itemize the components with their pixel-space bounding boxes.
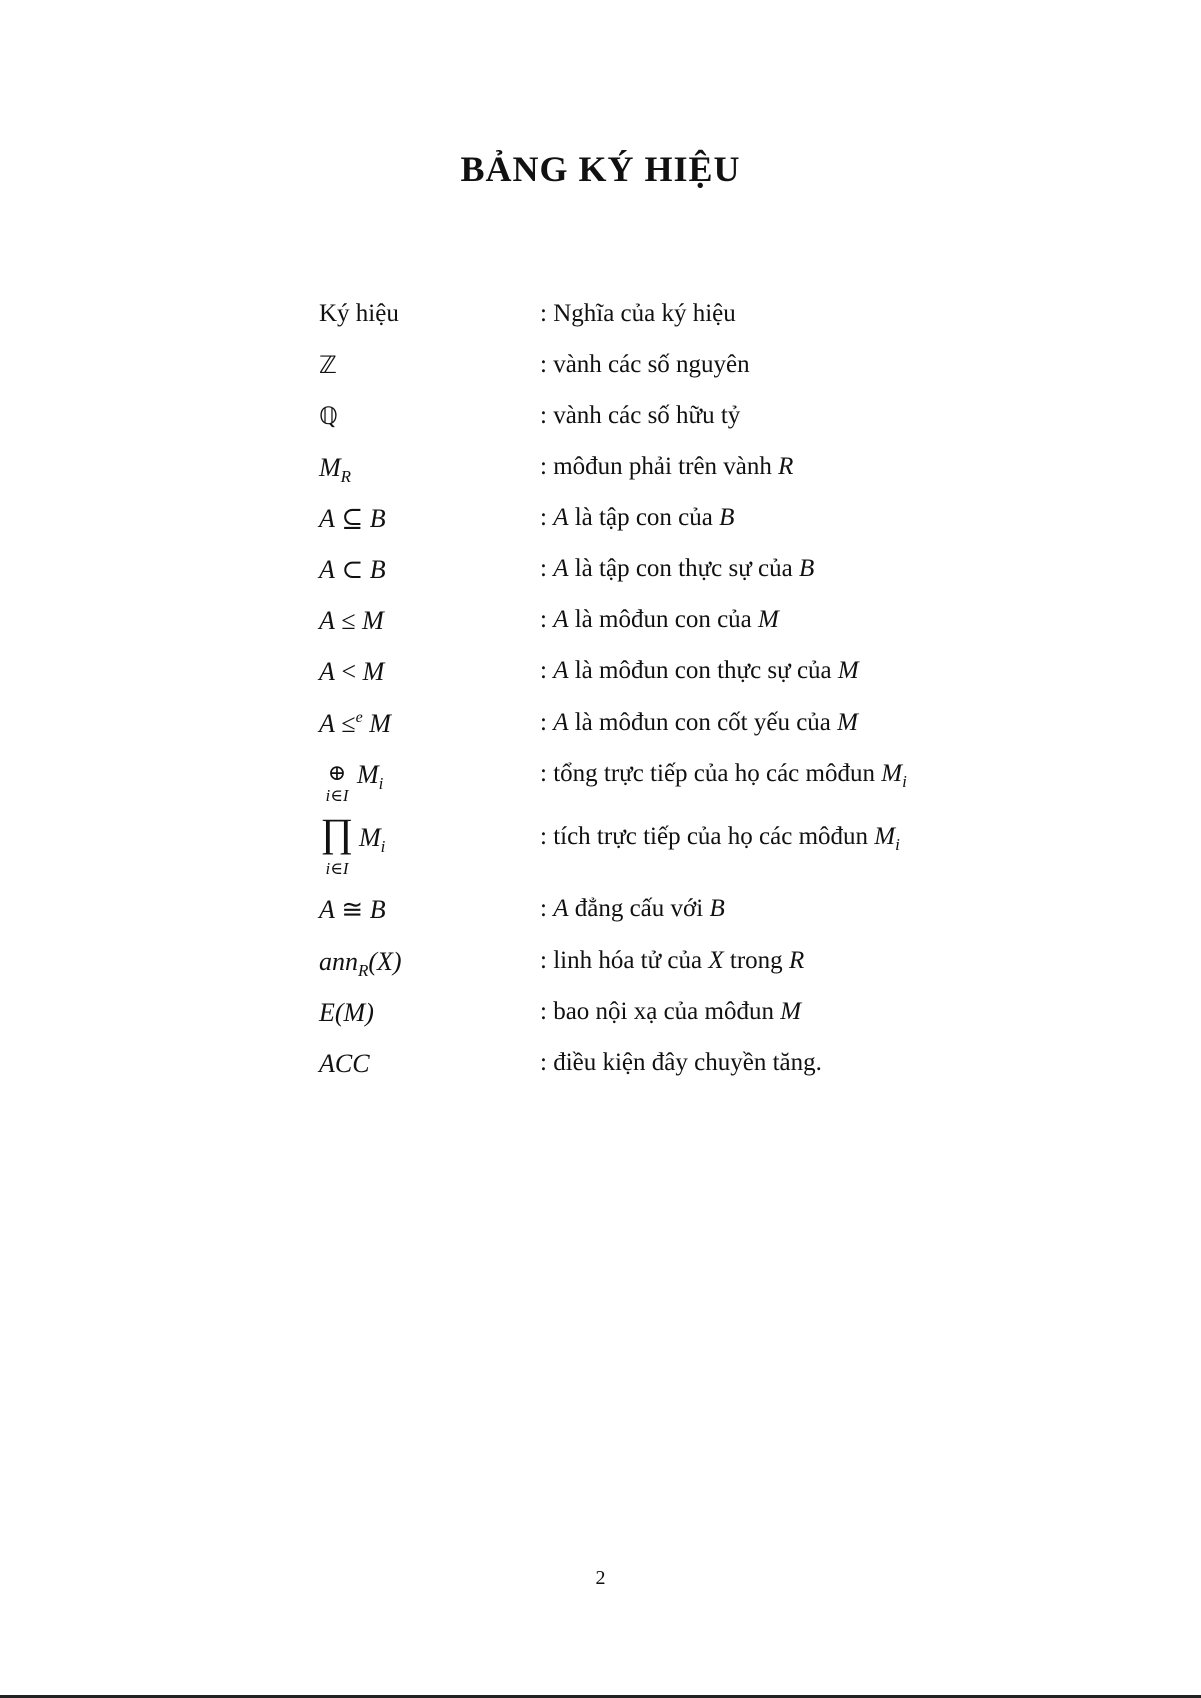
table-header-row (0, 300, 1201, 340)
meaning-variable: B (719, 504, 735, 531)
meaning-text (540, 555, 814, 583)
operator-index: i∈I (325, 859, 349, 878)
meaning-part: là tập con thực sự của (568, 555, 799, 582)
symbol-operator: ≤ (341, 606, 356, 635)
symbol-subscript: R (340, 467, 352, 486)
table-row (0, 555, 1201, 595)
symbol-right-module (319, 453, 352, 486)
symbol-var-b: M (362, 657, 385, 686)
meaning-variable: A (553, 895, 569, 922)
symbol-operator: ≤ (341, 709, 356, 738)
meaning-variable: A (553, 709, 569, 736)
symbol-main: M (357, 760, 379, 789)
symbol-var-b: B (369, 895, 386, 924)
symbol-main: M (359, 823, 381, 852)
table-row (0, 895, 1201, 935)
table-row (0, 351, 1201, 391)
table-row (0, 947, 1201, 987)
meaning-part: : bao nội xạ của môđun (540, 998, 781, 1025)
symbol-var-a: A (319, 504, 335, 533)
table-row (0, 453, 1201, 493)
meaning-part: : (540, 709, 554, 736)
symbol-var-b: B (369, 504, 386, 533)
meaning-text (540, 453, 793, 481)
table-row (0, 1049, 1201, 1089)
meaning-variable: R (788, 947, 805, 974)
meaning-text: : vành các số hữu tỷ (540, 402, 741, 429)
table-row (0, 504, 1201, 544)
symbol-isomorphic (319, 895, 386, 925)
symbol-var-a: A (319, 555, 335, 584)
meaning-text (540, 947, 804, 975)
symbol-var-a: A (319, 606, 335, 635)
meaning-variable: A (553, 606, 569, 633)
meaning-text (540, 504, 734, 532)
meaning-column-header: : Nghĩa của ký hiệu (540, 300, 736, 327)
table-row (0, 998, 1201, 1038)
meaning-text (540, 657, 859, 685)
symbol-var-b: M (369, 709, 391, 738)
meaning-variable: M (837, 709, 858, 736)
table-row (0, 657, 1201, 697)
meaning-part: : (540, 504, 554, 531)
symbol-operator: ⊂ (341, 555, 364, 584)
meaning-variable: M (874, 823, 896, 850)
symbol-rationals: ℚ (319, 402, 338, 430)
symbol-acc: ACC (319, 1049, 370, 1078)
direct-sum-operator: ⊕ (327, 760, 347, 785)
meaning-part: : (540, 555, 554, 582)
symbol-subscript: i (378, 774, 384, 793)
symbol-subscript: i (380, 837, 386, 856)
symbol-operator: < (341, 657, 357, 686)
meaning-text (540, 709, 858, 737)
symbol-superscript: e (355, 709, 363, 726)
symbol-var-b: M (362, 606, 384, 635)
symbol-injective-hull (319, 998, 374, 1028)
symbol-operator: ⊆ (341, 504, 364, 533)
symbol-direct-product (319, 810, 409, 885)
meaning-variable: A (553, 657, 569, 684)
symbol-integers: ℤ (319, 351, 337, 379)
table-row (0, 709, 1201, 749)
meaning-part: trong (723, 947, 789, 974)
meaning-subscript: i (895, 835, 900, 854)
page-number: 2 (595, 1567, 606, 1589)
symbol-argument: (M) (334, 998, 374, 1027)
meaning-variable: M (780, 998, 802, 1025)
symbol-var-a: A (319, 895, 335, 924)
meaning-variable: A (553, 504, 569, 531)
symbol-var-a: A (319, 709, 335, 738)
meaning-part: là môđun con thực sự của (568, 657, 838, 684)
meaning-part: là môđun con của (568, 606, 759, 633)
operator-index: i∈I (325, 786, 349, 805)
table-row (0, 402, 1201, 442)
symbol-proper-submodule (319, 657, 384, 687)
symbol-main: ann (319, 947, 358, 976)
meaning-part: : linh hóa tử của (540, 947, 709, 974)
table-row (0, 810, 1201, 885)
meaning-part: : (540, 657, 554, 684)
symbol-main: M (319, 453, 341, 482)
symbol-argument: (X) (368, 947, 402, 976)
symbol-operator: ≅ (341, 895, 364, 924)
meaning-part: : (540, 606, 554, 633)
meaning-part: là môđun con cốt yếu của (568, 709, 838, 736)
symbol-submodule (319, 606, 384, 636)
symbol-direct-sum (319, 760, 409, 810)
meaning-part: đẳng cấu với (568, 895, 710, 922)
symbol-column-header: Ký hiệu (319, 300, 399, 327)
meaning-variable: M (758, 606, 779, 633)
meaning-variable: B (709, 895, 725, 922)
meaning-variable: B (798, 555, 815, 582)
symbol-proper-subset (319, 555, 386, 585)
meaning-variable: M (881, 760, 903, 787)
meaning-variable: X (708, 947, 724, 974)
meaning-variable: R (778, 453, 794, 480)
meaning-part: là tập con của (568, 504, 720, 531)
table-row (0, 760, 1201, 810)
meaning-text (540, 760, 907, 791)
table-row (0, 606, 1201, 646)
direct-product-operator: ∏ (320, 810, 354, 855)
meaning-part: : tổng trực tiếp của họ các môđun (540, 760, 882, 787)
meaning-text (540, 998, 801, 1026)
symbol-main: E (319, 998, 335, 1027)
meaning-text (540, 606, 779, 634)
symbol-annihilator (319, 947, 402, 980)
meaning-variable: M (837, 657, 859, 684)
meaning-text: : vành các số nguyên (540, 351, 750, 378)
symbol-subscript: R (358, 961, 369, 980)
meaning-subscript: i (902, 772, 907, 791)
meaning-text: : điều kiện đây chuyền tăng. (540, 1049, 822, 1076)
symbol-subset (319, 504, 386, 534)
symbol-essential-submodule (319, 709, 391, 739)
meaning-part: : tích trực tiếp của họ các môđun (540, 823, 875, 850)
meaning-part: : môđun phải trên vành (540, 453, 779, 480)
symbol-var-a: A (319, 657, 335, 686)
meaning-text (540, 895, 725, 923)
symbol-var-b: B (369, 555, 386, 584)
meaning-text (540, 823, 900, 854)
meaning-part: : (540, 895, 554, 922)
page-title: BẢNG KÝ HIỆU (460, 149, 741, 189)
meaning-variable: A (553, 555, 569, 582)
